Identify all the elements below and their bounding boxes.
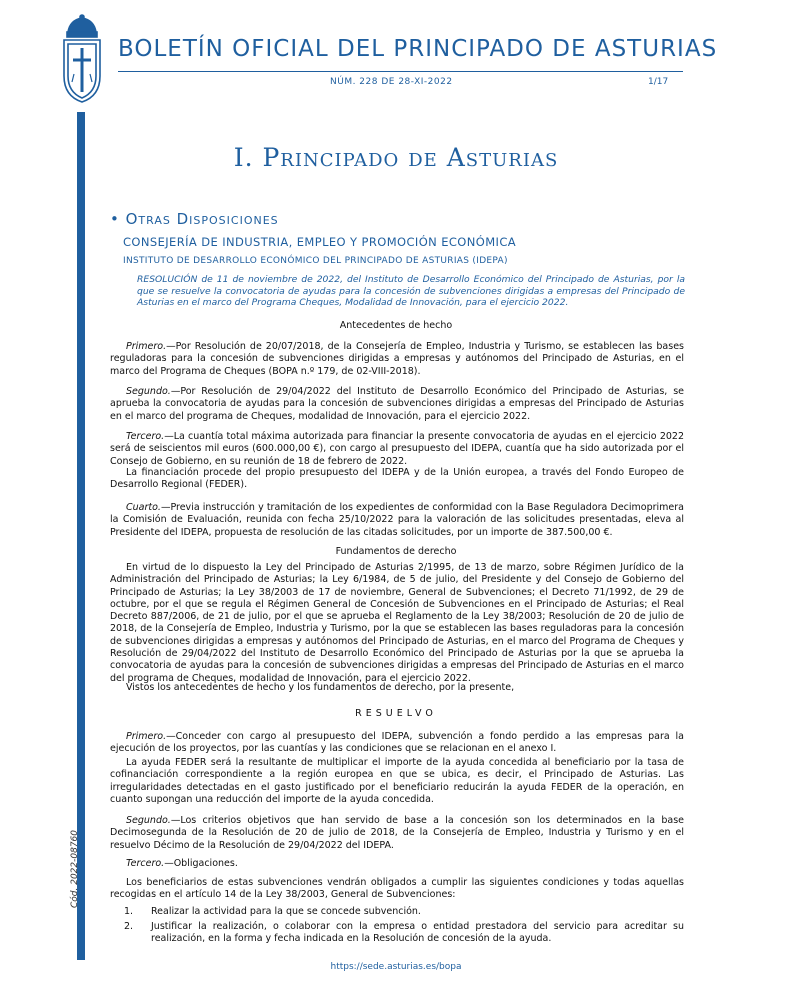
- lead-resuelvo-tercero: Tercero.: [126, 858, 165, 869]
- document-code: Cód. 2022-08760: [70, 829, 80, 908]
- header-divider: [118, 71, 683, 72]
- section-title: [0, 143, 792, 172]
- lead-resuelvo-primero: Primero.: [126, 731, 167, 742]
- list-item-text: Realizar la actividad para la que se concede subvención.: [151, 906, 421, 917]
- issue-number: NÚM. 228 DE 28-XI-2022: [330, 77, 453, 87]
- paragraph-resuelvo-segundo: [110, 815, 684, 852]
- paragraph-feder: La ayuda FEDER será la resultante de multiplicar el importe de la ayuda concedida al beneficiario por la tasa de cofinanciación correspondiente a la región europea en que se ubica, es decir, el Principado de Asturias. Las irregularidades detectadas en el gasto justificado por el beneficiario reducirán la ayuda FEDER de la operación, en cuanto supongan una reducción del importe de la ayuda concedida.: [110, 757, 684, 805]
- heading-antecedentes: Antecedentes de hecho: [339, 320, 453, 331]
- list-item: [110, 906, 684, 918]
- lead-cuarto: Cuarto.: [126, 502, 161, 513]
- subsection-heading-text: • Otras Disposiciones: [110, 210, 279, 228]
- list-item: [110, 921, 684, 946]
- paragraph-resuelvo-tercero: [110, 858, 684, 870]
- lead-primero: Primero.: [126, 341, 167, 352]
- heading-fundamentos: Fundamentos de derecho: [335, 546, 457, 557]
- lead-tercero: Tercero.: [126, 431, 165, 442]
- footer-link[interactable]: https://sede.asturias.es/bopa: [330, 962, 462, 972]
- paragraph-obligaciones: Los beneficiarios de estas subvenciones vendrán obligados a cumplir las siguientes condiciones y todas aquellas recogidas en el artículo 14 de la Ley 38/2003, General de Subvenciones:: [110, 877, 684, 901]
- text-resuelvo-segundo: —Los criterios objetivos que han servido de base a la concesión son los determinados en la base Decimosegunda de la Resolución de 20 de julio de 2018, de la Consejería de Empleo, Industria y Turismo y en el resuelvo Décimo de la Resolución de 29/04/2022 del IDEPA.: [110, 815, 684, 851]
- paragraph-tercero: [110, 431, 684, 468]
- subsection-heading: [110, 210, 279, 228]
- paragraph-primero: [110, 341, 684, 378]
- text-resuelvo-tercero: —Obligaciones.: [164, 858, 238, 869]
- bulletin-title: BOLETÍN OFICIAL DEL PRINCIPADO DE ASTURIAS: [118, 36, 718, 62]
- page-number: 1/17: [648, 77, 669, 87]
- consejeria-name: CONSEJERÍA DE INDUSTRIA, EMPLEO Y PROMOCIÓN ECONÓMICA: [123, 235, 517, 249]
- instituto-name: INSTITUTO DE DESARROLLO ECONÓMICO DEL PRINCIPADO DE ASTURIAS (IDEPA): [123, 256, 508, 266]
- list-item-number: 1.: [124, 906, 134, 917]
- text-primero: —Por Resolución de 20/07/2018, de la Consejería de Empleo, Industria y Turismo, se establecen las bases reguladoras para la concesión de subvenciones dirigidas a empresas y autónomos del Principado de Asturias, en el marco del Programa de Cheques (BOPA n.º 179, de 02-VIII-2018).: [110, 341, 684, 377]
- text-cuarto: —Previa instrucción y tramitación de los expedientes de conformidad con la Base Reguladora Decimoprimera la Comisión de Evaluación, reunida con fecha 25/10/2022 para la valoración de las solicitudes presentadas, eleva al Presidente del IDEPA, propuesta de resolución de las citadas solicitudes, por un importe de 387.500,00 €.: [110, 502, 684, 538]
- resolution-summary: RESOLUCIÓN de 11 de noviembre de 2022, del Instituto de Desarrollo Económico del Principado de Asturias, por la que se resuelve la convocatoria de ayudas para la concesión de subvenciones dirigidas a empresas del Principado de Asturias en el marco del Programa Cheques, Modalidad de Innovación, para el ejercicio 2022.: [137, 274, 685, 308]
- paragraph-cuarto: [110, 502, 684, 539]
- paragraph-financiacion: La financiación procede del propio presupuesto del IDEPA y de la Unión europea, a través del Fondo Europeo de Desarrollo Regional (FEDER).: [110, 467, 684, 491]
- paragraph-resuelvo-primero: [110, 731, 684, 756]
- paragraph-vistos: Vistos los antecedentes de hecho y los fundamentos de derecho, por la presente,: [126, 682, 515, 693]
- section-title-text: I. Principado de Asturias: [233, 143, 559, 172]
- text-resuelvo-primero: —Conceder con cargo al presupuesto del IDEPA, subvención a fondo perdido a las empresas para la ejecución de los proyectos, por las cuantías y las condiciones que se relacionan en el anexo I.: [110, 731, 684, 755]
- text-tercero: —La cuantía total máxima autorizada para financiar la presente convocatoria de ayudas en el ejercicio 2022 será de seiscientos mil euros (600.000,00 €), con cargo al presupuesto del IDEPA, cuantía que ha sido autorizada por el Consejo de Gobierno, en su reunión de 18 de febrero de 2022.: [110, 431, 684, 467]
- asturias-coat-of-arms-icon: [56, 14, 108, 104]
- list-item-number: 2.: [124, 921, 134, 932]
- text-segundo: —Por Resolución de 29/04/2022 del Instituto de Desarrollo Económico del Principado de Asturias, se aprueba la convocatoria de ayudas para la concesión de subvenciones dirigidas a empresas del Principado de Asturias en el marco del programa de Cheques, modalidad de Innovación, para el ejercicio 2022.: [110, 386, 684, 422]
- paragraph-fundamentos: En virtud de lo dispuesto la Ley del Principado de Asturias 2/1995, de 13 de marzo, sobre Régimen Jurídico de la Administración del Principado de Asturias; la Ley 6/1984, de 5 de julio, del Presidente y del Consejo de Gobierno del Principado de Asturias; la Ley 38/2003 de 17 de noviembre, General de Subvenciones; el Decreto 71/1992, de 29 de octubre, por el que se regula el Régimen General de Concesión de Subvenciones en el Principado de Asturias; el Real Decreto 887/2006, de 21 de julio, por el que se aprueba el Reglamento de la Ley 38/2003; Resolución de 20 de julio de 2018, de la Consejería de Empleo, Industria y Turismo, por la que se establecen las bases reguladoras para la concesión de subvenciones dirigidas a empresas y autónomos del Principado de Asturias, en el marco del Programa de Cheques y Resolución de 29/04/2022 del Instituto de Desarrollo Económico del Principado de Asturias por la que se aprueba la convocatoria de ayudas para la concesión de subvenciones dirigidas a empresas del Principado de Asturias en el marco del programa de Cheques, modalidad de Innovación, para el ejercicio 2022.: [110, 562, 684, 684]
- lead-segundo: Segundo.: [126, 386, 171, 397]
- paragraph-segundo: [110, 386, 684, 423]
- heading-resuelvo: RESUELVO: [355, 708, 437, 719]
- lead-resuelvo-segundo: Segundo.: [126, 815, 171, 826]
- list-item-text: Justificar la realización, o colaborar con la empresa o entidad prestadora del servicio para acreditar su realización, en la forma y fecha indicada en la Resolución de concesión de la ayuda.: [151, 921, 684, 945]
